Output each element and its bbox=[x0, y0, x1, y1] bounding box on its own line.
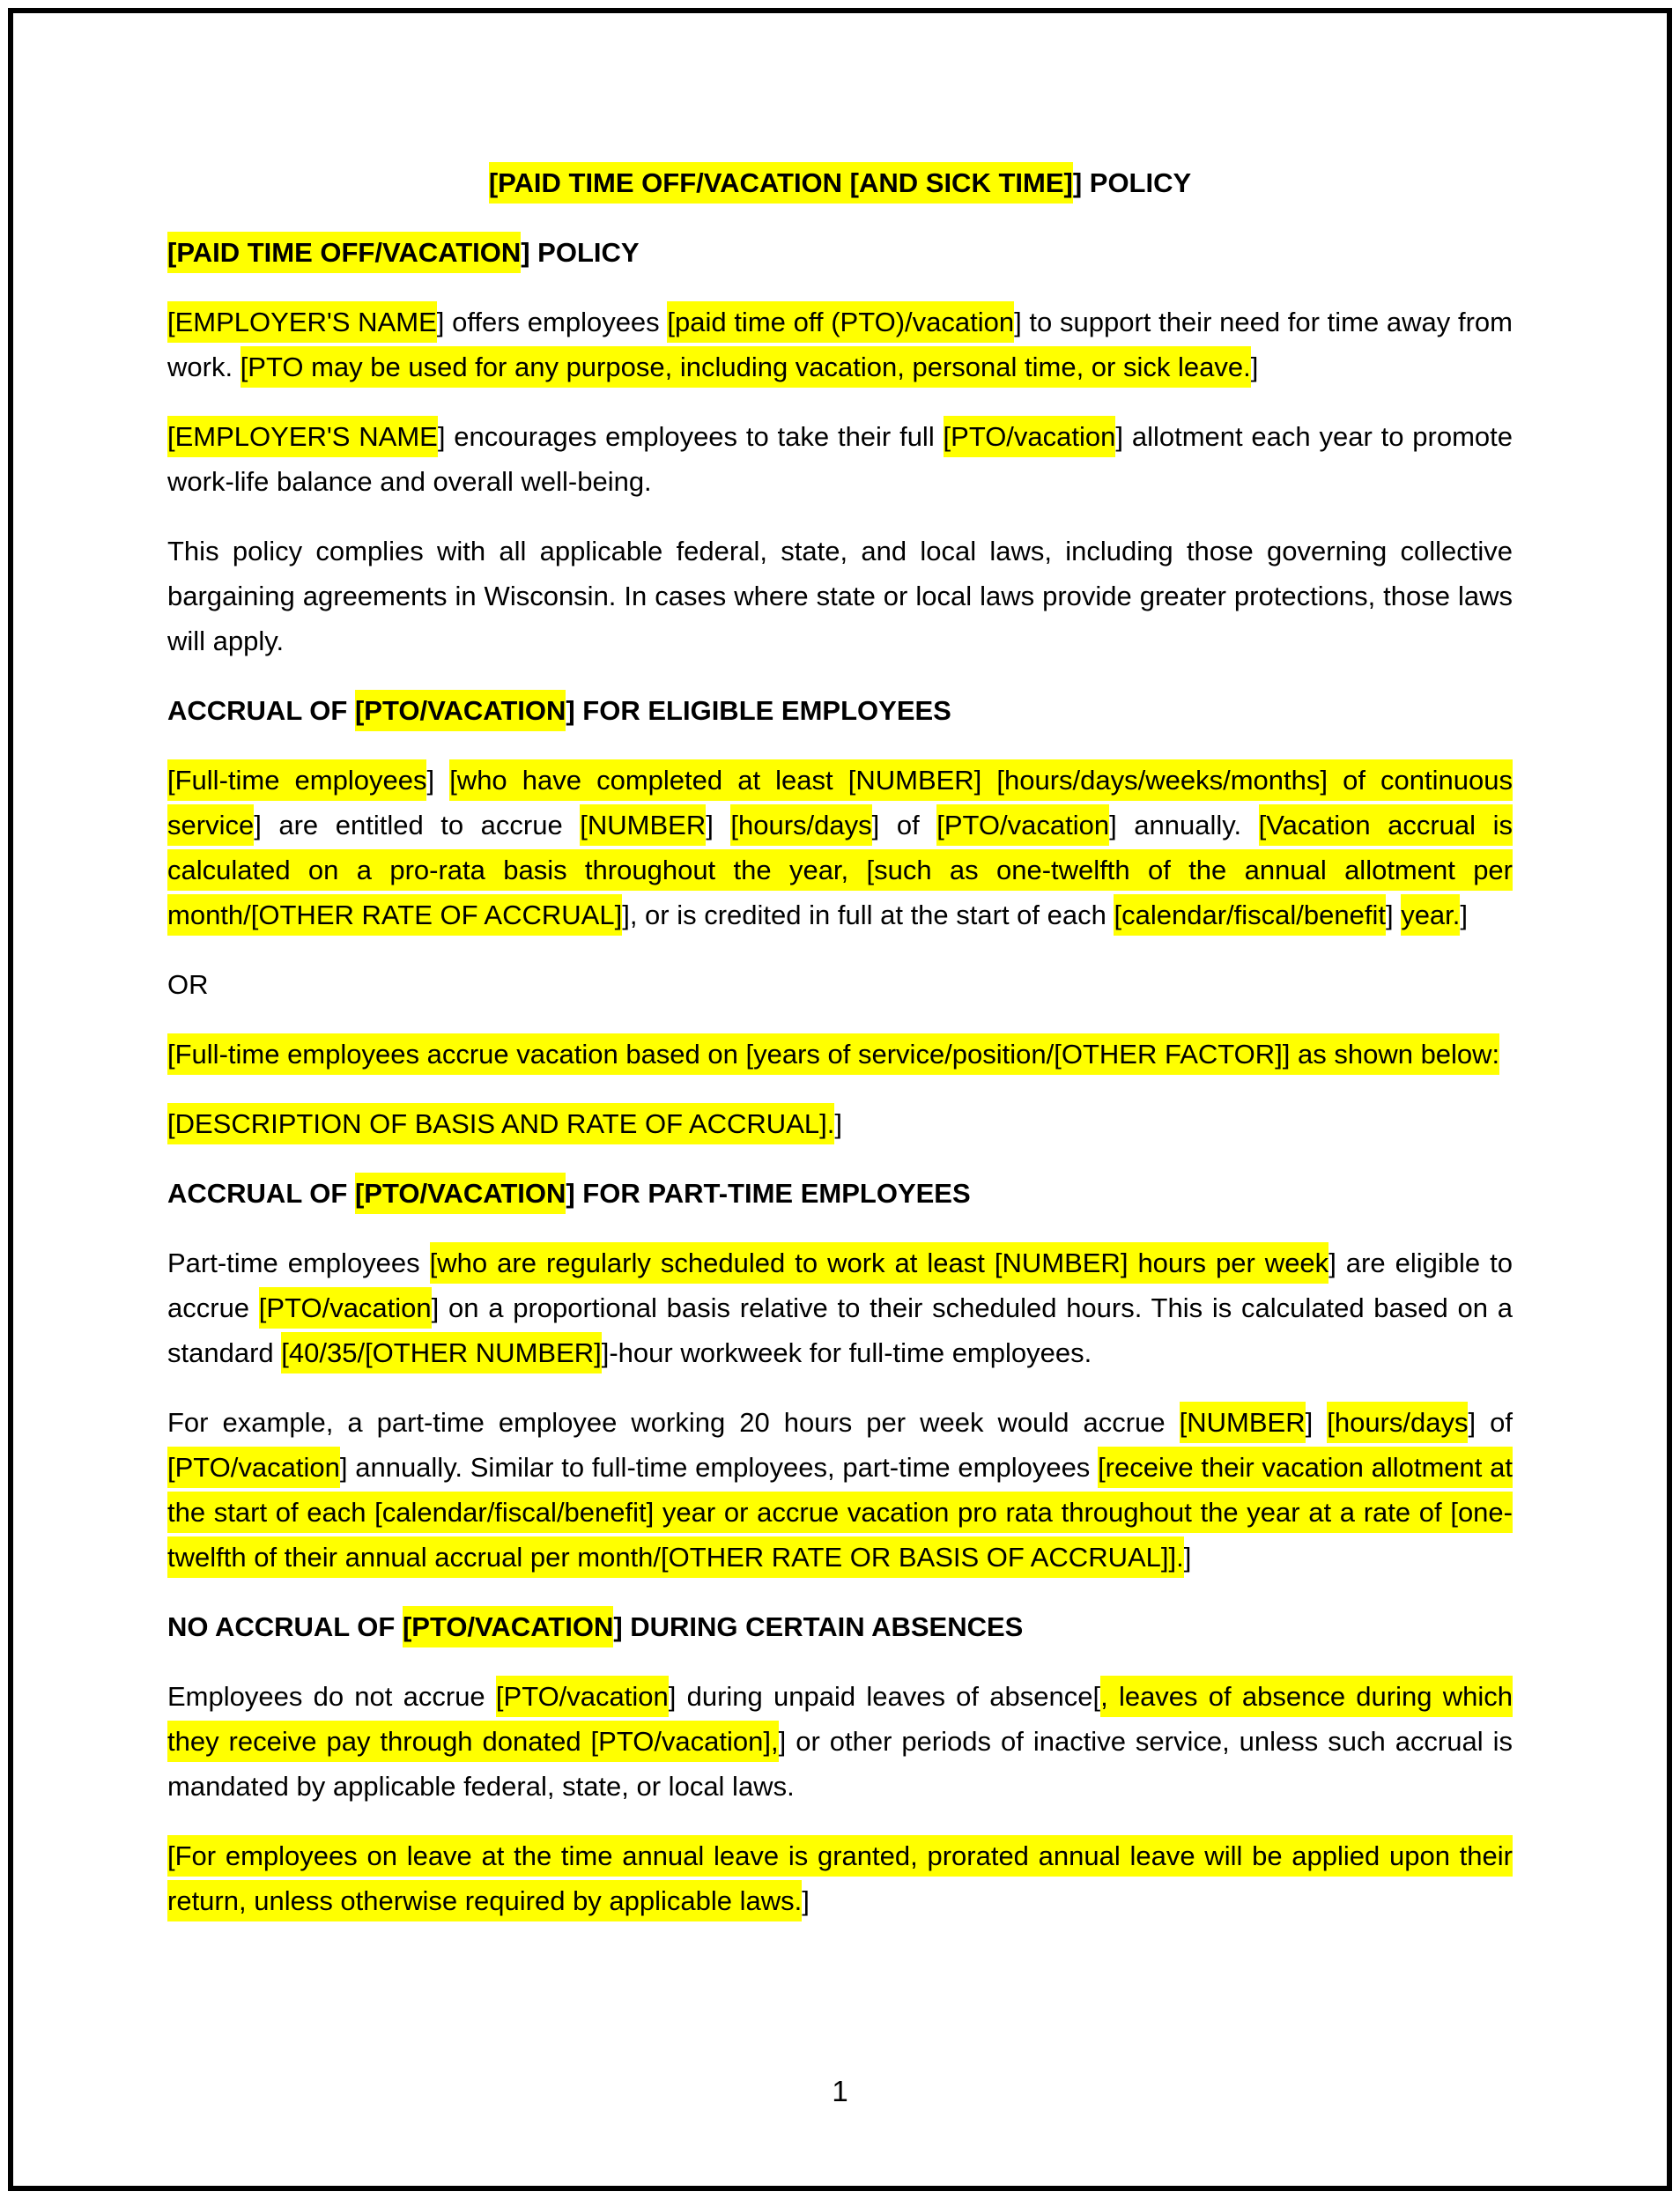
highlighted-placeholder: [PAID TIME OFF/VACATION [AND SICK TIME] bbox=[489, 162, 1073, 204]
text-run: ] annually. Similar to full-time employees, part-time employees bbox=[339, 1452, 1099, 1483]
highlighted-placeholder: [DESCRIPTION OF BASIS AND RATE OF ACCRUAL]. bbox=[167, 1103, 834, 1144]
highlighted-placeholder: [PTO/VACATION bbox=[355, 1173, 566, 1214]
text-run: ACCRUAL OF bbox=[167, 695, 355, 726]
accrual-fulltime-paragraph bbox=[167, 758, 1513, 937]
accrual-alternative-paragraph bbox=[167, 1032, 1513, 1077]
text-run: ] of bbox=[1468, 1407, 1513, 1438]
page-number: 1 bbox=[832, 2075, 848, 2107]
text-run: ] bbox=[1460, 900, 1469, 930]
highlighted-placeholder: [PTO/VACATION bbox=[355, 690, 566, 731]
text-run: This policy complies with all applicable federal, state, and local laws, including those governing collective bargaining agreements in Wisconsin. In cases where state or local laws provide greater protections, those laws will apply. bbox=[167, 536, 1513, 656]
highlighted-placeholder: [PTO may be used for any purpose, including vacation, personal time, or sick leave. bbox=[241, 346, 1251, 388]
or-separator bbox=[167, 962, 1513, 1007]
text-run: ] to support their need for time away from work. bbox=[167, 307, 1513, 382]
highlighted-placeholder: [paid time off (PTO)/vacation bbox=[667, 301, 1014, 343]
text-run: ] bbox=[1385, 900, 1402, 930]
highlighted-placeholder: [PTO/vacation bbox=[259, 1287, 432, 1329]
document-body bbox=[167, 160, 1513, 1948]
leave-proration-paragraph bbox=[167, 1833, 1513, 1923]
text-run: For example, a part-time employee working 20 hours per week would accrue bbox=[167, 1407, 1180, 1438]
text-run: OR bbox=[167, 969, 209, 1000]
highlighted-placeholder: , leaves of absence during which they receive pay through donated [PTO/vacation], bbox=[167, 1676, 1513, 1762]
no-accrual-paragraph bbox=[167, 1674, 1513, 1809]
text-run: ] FOR PART-TIME EMPLOYEES bbox=[566, 1178, 971, 1209]
highlighted-placeholder: [who have completed at least [NUMBER] [hours/days/weeks/months] of continuous service bbox=[167, 759, 1513, 846]
highlighted-placeholder: [NUMBER bbox=[1180, 1402, 1306, 1443]
text-run: ], or is credited in full at the start of each bbox=[622, 900, 1114, 930]
highlighted-placeholder: [NUMBER bbox=[580, 804, 706, 846]
accrual-description-paragraph bbox=[167, 1101, 1513, 1146]
text-run: ] bbox=[802, 1885, 810, 1916]
highlighted-placeholder: [EMPLOYER'S NAME bbox=[167, 301, 437, 343]
text-run: ] POLICY bbox=[1072, 167, 1192, 198]
parttime-example-paragraph bbox=[167, 1400, 1513, 1580]
text-run: Part-time employees bbox=[167, 1248, 430, 1278]
highlighted-placeholder: [PTO/VACATION bbox=[403, 1606, 613, 1647]
document-title bbox=[167, 160, 1513, 205]
highlighted-placeholder: year. bbox=[1401, 894, 1460, 936]
text-run: ] DURING CERTAIN ABSENCES bbox=[613, 1611, 1024, 1642]
text-run: ] allotment each year to promote work-life balance and overall well-being. bbox=[167, 421, 1513, 497]
policy-heading bbox=[167, 230, 1513, 275]
encourage-paragraph bbox=[167, 414, 1513, 504]
text-run: ] are eligible to accrue bbox=[167, 1248, 1513, 1323]
highlighted-placeholder: [hours/days bbox=[730, 804, 871, 846]
highlighted-placeholder: [who are regularly scheduled to work at least [NUMBER] hours per week bbox=[430, 1242, 1329, 1284]
highlighted-placeholder: [Full-time employees accrue vacation based on [years of service/position/[OTHER FACTOR]] as shown below: bbox=[167, 1033, 1499, 1075]
highlighted-placeholder: [PTO/vacation bbox=[936, 804, 1109, 846]
text-run: ] bbox=[426, 765, 450, 796]
parttime-paragraph bbox=[167, 1240, 1513, 1375]
text-run: ] of bbox=[871, 810, 937, 840]
highlighted-placeholder: [EMPLOYER'S NAME bbox=[167, 416, 438, 457]
highlighted-placeholder: [hours/days bbox=[1327, 1402, 1468, 1443]
accrual-parttime-heading bbox=[167, 1171, 1513, 1216]
highlighted-placeholder: [For employees on leave at the time annual leave is granted, prorated annual leave will be applied upon their return, unless otherwise required by applicable laws. bbox=[167, 1835, 1513, 1921]
highlighted-placeholder: [PTO/vacation bbox=[167, 1447, 340, 1488]
text-run: NO ACCRUAL OF bbox=[167, 1611, 403, 1642]
text-run: ] bbox=[1305, 1407, 1328, 1438]
text-run: ] or other periods of inactive service, unless such accrual is mandated by applicable federal, state, or local laws. bbox=[167, 1726, 1513, 1802]
highlighted-placeholder: [PAID TIME OFF/VACATION bbox=[167, 232, 521, 273]
text-run: ACCRUAL OF bbox=[167, 1178, 355, 1209]
text-run: ] during unpaid leaves of absence[ bbox=[668, 1681, 1101, 1712]
text-run: ] offers employees bbox=[436, 307, 668, 337]
text-run: ] encourages employees to take their full bbox=[437, 421, 944, 452]
highlighted-placeholder: [Full-time employees bbox=[167, 759, 426, 801]
intro-paragraph bbox=[167, 300, 1513, 389]
no-accrual-heading bbox=[167, 1604, 1513, 1649]
text-run: ]-hour workweek for full-time employees. bbox=[601, 1337, 1092, 1368]
text-run: ] bbox=[706, 810, 731, 840]
highlighted-placeholder: [40/35/[OTHER NUMBER] bbox=[281, 1332, 601, 1373]
highlighted-placeholder: [calendar/fiscal/benefit bbox=[1114, 894, 1385, 936]
highlighted-placeholder: [PTO/vacation bbox=[496, 1676, 669, 1717]
text-run: ] on a proportional basis relative to their scheduled hours. This is calculated based on a standard bbox=[167, 1292, 1513, 1368]
text-run: ] are entitled to accrue bbox=[254, 810, 581, 840]
highlighted-placeholder: [Vacation accrual is calculated on a pro-rata basis throughout the year, [such as one-twelfth of the annual allotment per month/[OTHER RATE OF ACCRUAL] bbox=[167, 804, 1513, 936]
accrual-eligible-heading bbox=[167, 688, 1513, 733]
text-run: ] bbox=[1183, 1542, 1192, 1573]
text-run: ] annually. bbox=[1109, 810, 1259, 840]
compliance-paragraph bbox=[167, 529, 1513, 663]
text-run: ] POLICY bbox=[521, 237, 640, 268]
highlighted-placeholder: [PTO/vacation bbox=[944, 416, 1116, 457]
highlighted-placeholder: [receive their vacation allotment at the start of each [calendar/fiscal/benefit] year or accrue vacation pro rata throughout the year at a rate of [one-twelfth of their annual accrual per month/[OTHER RATE OR BASIS OF ACCRUAL]]. bbox=[167, 1447, 1513, 1578]
text-run: Employees do not accrue bbox=[167, 1681, 496, 1712]
text-run: ] FOR ELIGIBLE EMPLOYEES bbox=[566, 695, 951, 726]
text-run: ] bbox=[1250, 352, 1259, 382]
text-run: ] bbox=[834, 1108, 842, 1139]
